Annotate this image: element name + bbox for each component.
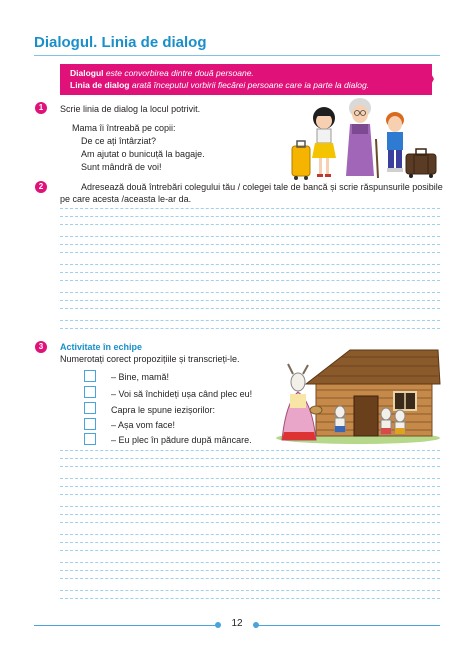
footer-rule-right bbox=[256, 625, 440, 626]
exercise-2-instruction-line-1: Adresează două întrebări colegului tău / colegei tale de bancă și scrie răspunsurile posibile bbox=[81, 182, 443, 192]
definition-line-1 bbox=[70, 68, 254, 78]
definition-box-tip bbox=[426, 64, 434, 94]
definition-text-2: arată începutul vorbirii fiecărei persoane care ia parte la dialog. bbox=[129, 80, 370, 90]
exercise-2-instruction-line-2: pe care acesta /aceasta le-ar da. bbox=[60, 194, 192, 204]
writing-line[interactable] bbox=[60, 216, 440, 217]
writing-line[interactable] bbox=[60, 224, 440, 225]
writing-line[interactable] bbox=[60, 252, 440, 253]
writing-line[interactable] bbox=[60, 486, 440, 487]
writing-line[interactable] bbox=[60, 522, 440, 523]
writing-line[interactable] bbox=[60, 450, 440, 451]
exercise-3-number: 3 bbox=[35, 341, 47, 353]
writing-line[interactable] bbox=[60, 478, 440, 479]
writing-line[interactable] bbox=[60, 466, 440, 467]
writing-line[interactable] bbox=[60, 542, 440, 543]
number-checkbox[interactable] bbox=[84, 402, 96, 414]
writing-line[interactable] bbox=[60, 590, 440, 591]
definition-term-1: Dialogul bbox=[70, 68, 104, 78]
writing-line[interactable] bbox=[60, 280, 440, 281]
sentence-item: – Voi să închideți ușa când plec eu! bbox=[111, 389, 253, 399]
exercise-2-number: 2 bbox=[35, 181, 47, 193]
sentence-item: – Eu plec în pădure după mâncare. bbox=[111, 435, 252, 445]
dialog-line-2: De ce ați întârziat? bbox=[81, 136, 157, 146]
footer-rule-left bbox=[34, 625, 218, 626]
sentence-item: – Bine, mamă! bbox=[111, 372, 170, 382]
exercise-1-instruction: Scrie linia de dialog la locul potrivit. bbox=[60, 104, 201, 114]
writing-line[interactable] bbox=[60, 300, 440, 301]
sentence-item: Capra le spune iezișorilor: bbox=[111, 405, 216, 415]
number-checkbox[interactable] bbox=[84, 433, 96, 445]
dialog-line-4: Sunt mândră de voi! bbox=[81, 162, 162, 172]
number-checkbox[interactable] bbox=[84, 370, 96, 382]
writing-line[interactable] bbox=[60, 506, 440, 507]
footer-dot-left bbox=[215, 622, 221, 628]
number-checkbox[interactable] bbox=[84, 386, 96, 398]
writing-line[interactable] bbox=[60, 272, 440, 273]
title-divider bbox=[34, 55, 440, 56]
writing-line[interactable] bbox=[60, 534, 440, 535]
writing-line[interactable] bbox=[60, 320, 440, 321]
exercise-1-number: 1 bbox=[35, 102, 47, 114]
writing-line[interactable] bbox=[60, 328, 440, 329]
dialog-line-3: Am ajutat o bunicuță la bagaje. bbox=[81, 149, 205, 159]
writing-line[interactable] bbox=[60, 570, 440, 571]
definition-line-2 bbox=[70, 80, 369, 90]
writing-line[interactable] bbox=[60, 458, 440, 459]
writing-line[interactable] bbox=[60, 514, 440, 515]
children-grandmother-luggage-illustration bbox=[288, 94, 440, 182]
writing-line[interactable] bbox=[60, 308, 440, 309]
writing-line[interactable] bbox=[60, 208, 440, 209]
writing-line[interactable] bbox=[60, 550, 440, 551]
definition-term-2: Linia de dialog bbox=[70, 80, 130, 90]
dialog-line-1: Mama îi întreabă pe copii: bbox=[72, 123, 176, 133]
sentence-item: – Așa vom face! bbox=[111, 420, 176, 430]
definition-text-1: este convorbirea dintre două persoane. bbox=[103, 68, 254, 78]
writing-line[interactable] bbox=[60, 244, 440, 245]
exercise-3-instruction: Numerotați corect propozițiile și transcrieți-le. bbox=[60, 354, 240, 364]
page-title: Dialogul. Linia de dialog bbox=[34, 34, 207, 51]
writing-line[interactable] bbox=[60, 494, 440, 495]
goat-kids-house-illustration bbox=[268, 344, 442, 446]
writing-line[interactable] bbox=[60, 578, 440, 579]
writing-line[interactable] bbox=[60, 292, 440, 293]
writing-line[interactable] bbox=[60, 264, 440, 265]
number-checkbox[interactable] bbox=[84, 418, 96, 430]
writing-line[interactable] bbox=[60, 236, 440, 237]
exercise-3-heading: Activitate în echipe bbox=[60, 342, 143, 352]
writing-line[interactable] bbox=[60, 562, 440, 563]
writing-line[interactable] bbox=[60, 598, 440, 599]
page-number: 12 bbox=[231, 618, 243, 629]
